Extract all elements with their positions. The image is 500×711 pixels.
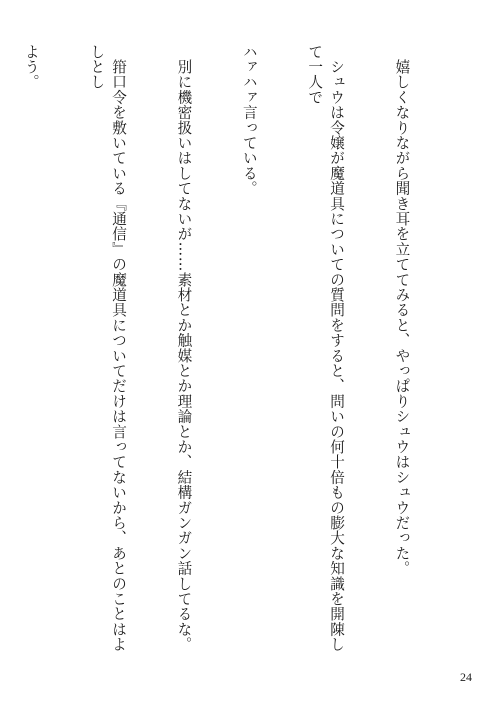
text-line: シュウは令嬢が魔道具についての質問をすると、問いの何十倍もの膨大な知識を開陳して一人で xyxy=(306,44,346,652)
text-line: ハァハァ言っている。 xyxy=(240,44,258,196)
text-line: よう。 xyxy=(22,44,40,90)
text-line: 嬉しくなりながら聞き耳を立ててみると、やっぱりシュウはシュウだった。 xyxy=(393,44,411,576)
vertical-text-block xyxy=(0,44,456,654)
text-line: 箝口令を敷いている『通信』の魔道具についてだけは言ってないから、あとのことはよしとし xyxy=(88,44,128,652)
text-line: 別に機密扱いはしてないが……素材とか触媒とか理論とか、結構ガンガン話してるな。 xyxy=(175,44,193,652)
page-number: 24 xyxy=(460,670,472,684)
